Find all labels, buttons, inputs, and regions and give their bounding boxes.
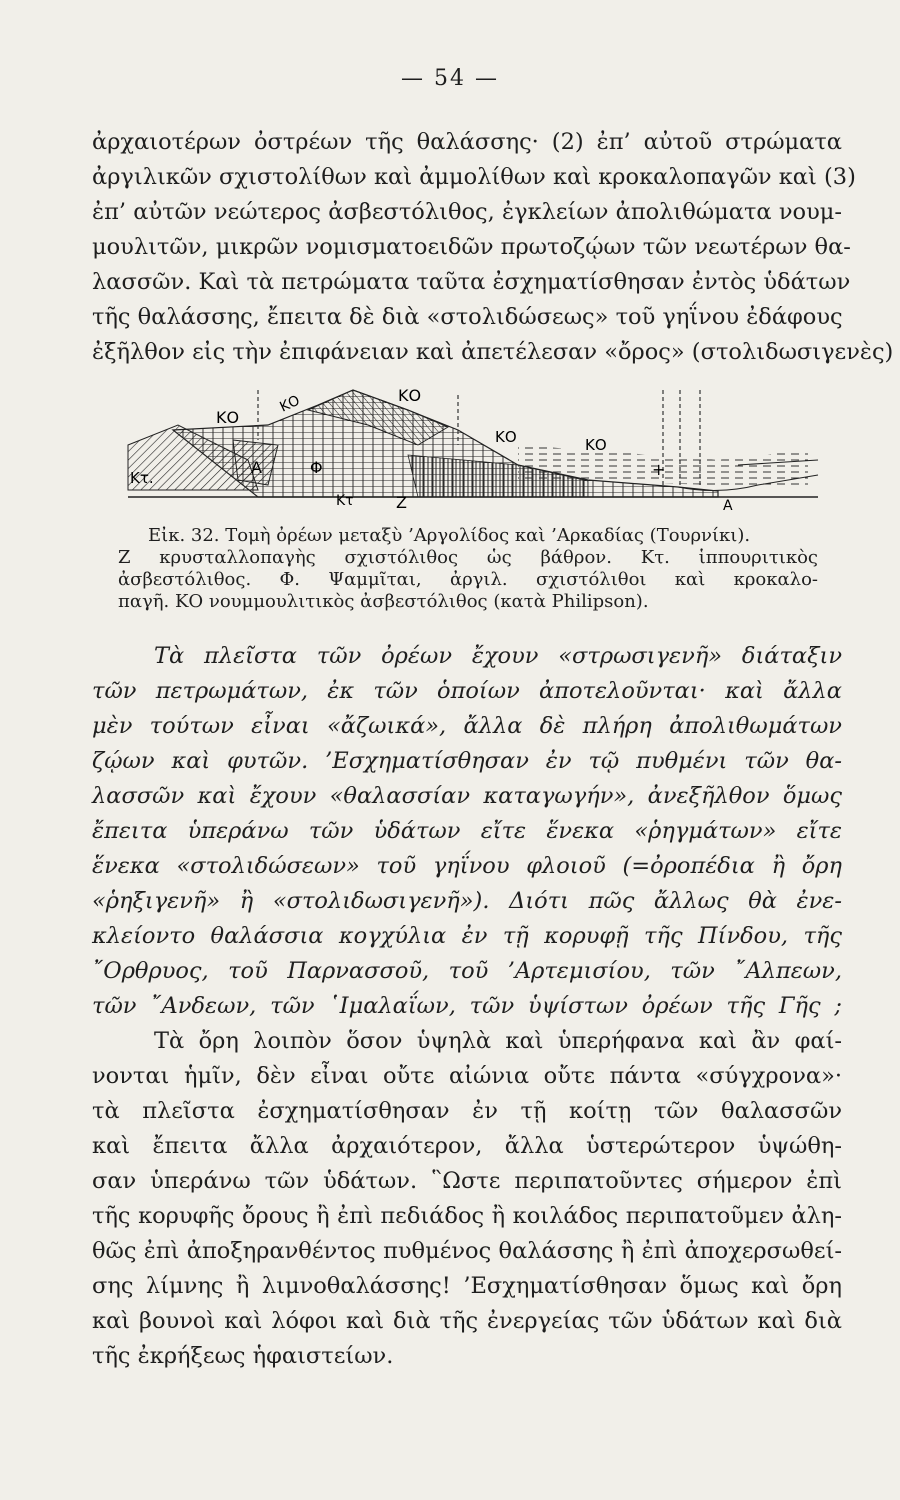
fig-label-a: Α [251,458,262,477]
text-line: ζῴων καὶ φυτῶν. ’Εσχηματίσθησαν ἐν τῷ πυθμένι τῶν θα- [92,748,842,774]
caption-line: Εἰκ. 32. Τομὴ ὀρέων μεταξὺ ’Αργολίδος καὶ ’Αρκαδίας (Τουρνίκι). [148,525,751,546]
geological-cross-section-figure [118,385,828,520]
text-line: τῆς ἐκρήξεως ἡφαιστείων. [92,1343,394,1369]
text-line: Τὰ πλεῖστα τῶν ὀρέων ἔχουν «στρωσιγενῆ» διάταξιν [154,643,842,669]
text-line: τῆς θαλάσσης, ἔπειτα δὲ διὰ «στολιδώσεως» τοῦ γηΐνου ἐδάφους [92,304,843,330]
fig-label-phi: Φ [310,458,323,477]
page-number: — 54 — [401,66,499,91]
fig-label-a: Α [723,498,733,514]
text-line: σης λίμνης ἢ λιμνοθαλάσσης! ’Εσχηματίσθησαν ὅμως καὶ ὄρη [92,1273,842,1299]
caption-line: ἀσβεστόλιθος. Φ. Ψαμμῖται, ἀργιλ. σχιστόλιθοι καὶ κροκαλο- [118,569,818,590]
fig-label-ko: ΚΟ [585,436,607,454]
text-line: μουλιτῶν, μικρῶν νομισματοειδῶν πρωτοζῴων τῶν νεωτέρων θα- [92,234,851,260]
text-line: καὶ ἔπειτα ἄλλα ἀρχαιότερον, ἄλλα ὑστερώτερον ὑψώθη- [92,1133,842,1159]
text-line: ἔπειτα ὑπεράνω τῶν ὑδάτων εἴτε ἕνεκα «ῥηγμάτων» εἴτε [92,818,842,844]
text-line: ἐπ’ αὐτῶν νεώτερος ἀσβεστόλιθος, ἐγκλείων ἀπολιθώματα νουμ- [92,199,842,225]
text-line: τῶν πετρωμάτων, ἐκ τῶν ὁποίων ἀποτελοῦνται· καὶ ἄλλα [92,678,842,704]
fig-label-ko: ΚΟ [495,428,517,446]
text-line: λασσῶν. Καὶ τὰ πετρώματα ταῦτα ἐσχηματίσθησαν ἐντὸς ὑδάτων [92,269,851,295]
fig-label-kt: Κτ. [130,469,154,487]
fig-label-ko: ΚΟ [277,392,303,416]
text-line: καὶ βουνοὶ καὶ λόφοι καὶ διὰ τῆς ἐνεργείας τῶν ὑδάτων καὶ διὰ [92,1308,842,1334]
text-line: «ῥηξιγενῆ» ἢ «στολιδωσιγενῆ»). Διότι πῶς ἄλλως θὰ ἐνε- [92,888,842,914]
text-line: θῶς ἐπὶ ἀποξηρανθέντος πυθμένος θαλάσσης ἢ ἐπὶ ἀποχερσωθεί- [92,1238,842,1264]
text-line: Τὰ ὄρη λοιπὸν ὅσον ὑψηλὰ καὶ ὑπερήφανα καὶ ἂν φαί- [154,1028,842,1054]
text-line: ἐξῆλθον εἰς τὴν ἐπιφάνειαν καὶ ἀπετέλεσαν «ὄρος» (στολιδωσιγενὲς) [92,339,894,365]
text-line: ἕνεκα «στολιδώσεων» τοῦ γηΐνου φλοιοῦ (=ὀροπέδια ἢ ὄρη [92,853,842,879]
fig-label-kt: Κτ [336,493,354,509]
text-line: σαν ὑπεράνω τῶν ὑδάτων. ῝Ωστε περιπατοῦντες σήμερον ἐπὶ [92,1168,842,1194]
fig-label-ko: ΚΟ [216,408,240,427]
caption-line: Ζ κρυσταλλοπαγὴς σχιστόλιθος ὡς βάθρον. Κτ. ἱππουριτικὸς [118,547,818,568]
text-line: ῎Ορθρυος, τοῦ Παρνασσοῦ, τοῦ ’Αρτεμισίου, τῶν ῎Αλπεων, [92,958,842,984]
caption-line: παγῆ. ΚΟ νουμμουλιτικὸς ἀσβεστόλιθος (κατὰ Philipson). [118,591,649,612]
fig-label-z: Ζ [396,493,407,512]
fig-label-ko: ΚΟ [398,386,422,405]
text-line: λασσῶν καὶ ἔχουν «θαλασσίαν καταγωγήν», ἀνεξῆλθον ὅμως [92,783,842,809]
text-line: τῆς κορυφῆς ὄρους ἢ ἐπὶ πεδιάδος ἢ κοιλάδος περιπατοῦμεν ἀλη- [92,1203,842,1229]
text-line: νονται ἡμῖν, δὲν εἶναι οὔτε αἰώνια οὔτε πάντα «σύγχρονα»· [92,1063,842,1089]
fig-label-plus: + [652,460,666,479]
text-line: κλείοντο θαλάσσια κογχύλια ἐν τῇ κορυφῇ τῆς Πίνδου, τῆς [92,923,842,949]
text-line: μὲν τούτων εἶναι «ἄζωικά», ἄλλα δὲ πλήρη ἀπολιθωμάτων [92,713,842,739]
text-line: ἀργιλικῶν σχιστολίθων καὶ ἀμμολίθων καὶ κροκαλοπαγῶν καὶ (3) [92,164,856,190]
text-line: τῶν ῎Ανδεων, τῶν ῾Ιμαλαΐων, τῶν ὑψίστων ὀρέων τῆς Γῆς ; [92,993,842,1019]
text-line: τὰ πλεῖστα ἐσχηματίσθησαν ἐν τῇ κοίτῃ τῶν θαλασσῶν [92,1098,842,1124]
text-line: ἀρχαιοτέρων ὀστρέων τῆς θαλάσσης· (2) ἐπ’ αὐτοῦ στρώματα [92,129,842,155]
